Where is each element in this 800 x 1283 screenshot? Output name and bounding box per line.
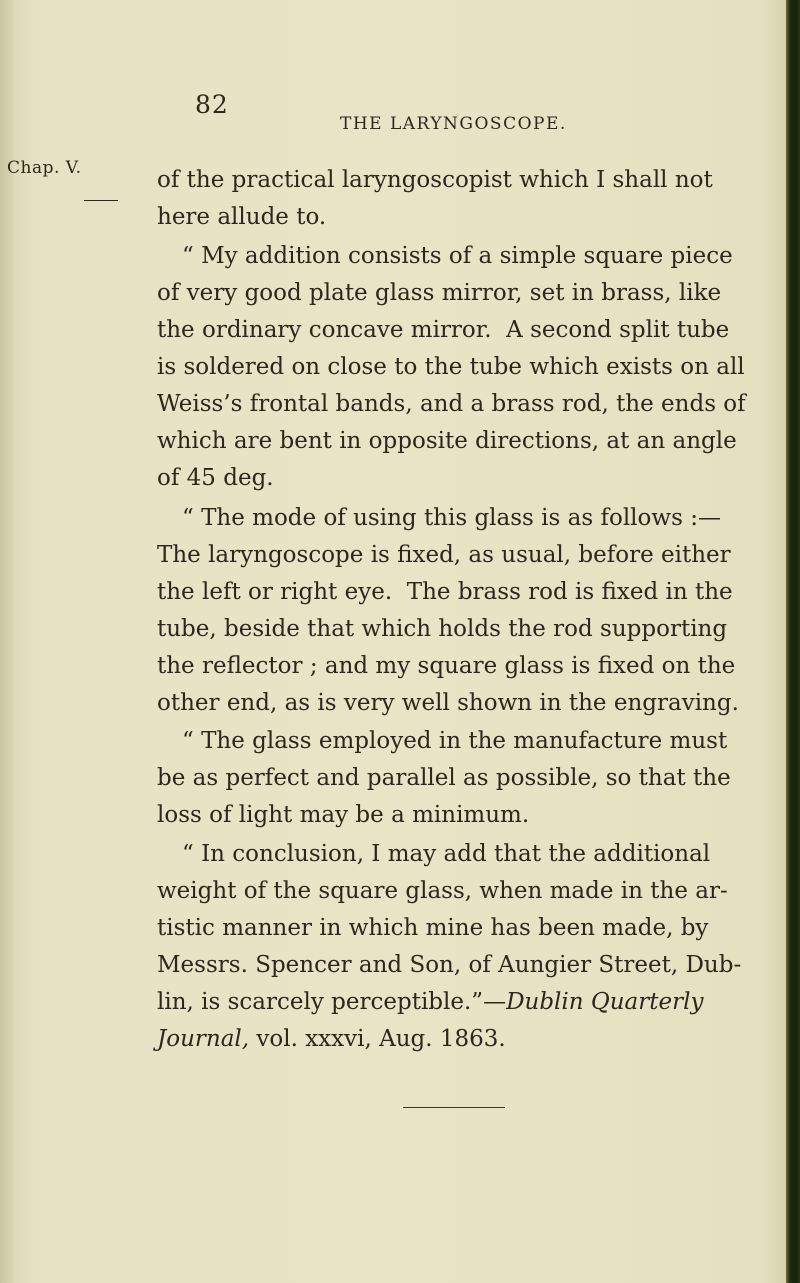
text-line: the reflector ; and my square glass is fixed on the bbox=[157, 653, 736, 679]
page-number: 82 bbox=[195, 90, 229, 119]
end-rule bbox=[403, 1107, 505, 1108]
text-line-citation-end bbox=[157, 1021, 734, 1058]
text-line: “ The mode of using this glass is as follows :— bbox=[182, 505, 721, 531]
citation-source: Dublin Quarterly bbox=[506, 989, 704, 1015]
text-line: tube, beside that which holds the rod supporting bbox=[157, 616, 728, 642]
running-head: THE LARYNGOSCOPE. bbox=[340, 114, 567, 134]
page-left-edge bbox=[0, 0, 14, 1283]
chapter-label-rule bbox=[84, 200, 118, 201]
text-line: be as perfect and parallel as possible, so that the bbox=[157, 765, 731, 791]
text-line: tistic manner in which mine has been made, by bbox=[157, 915, 709, 941]
text-line: The laryngoscope is fixed, as usual, before either bbox=[157, 542, 731, 568]
text-line: Weiss’s frontal bands, and a brass rod, the ends of bbox=[157, 391, 746, 417]
text-line: “ My addition consists of a simple square piece bbox=[182, 243, 733, 269]
text-line: here allude to. bbox=[157, 204, 327, 230]
text-line: other end, as is very well shown in the engraving. bbox=[157, 690, 739, 716]
text-line: of the practical laryngoscopist which I shall not bbox=[157, 167, 713, 193]
text-line: of very good plate glass mirror, set in brass, like bbox=[157, 280, 722, 306]
text-line: weight of the square glass, when made in the ar- bbox=[157, 878, 728, 904]
text-line: which are bent in opposite directions, at an angle bbox=[157, 428, 737, 454]
text-line: the left or right eye. The brass rod is fixed in the bbox=[157, 579, 733, 605]
text-line: the ordinary concave mirror. A second split tube bbox=[157, 317, 730, 343]
text-line-citation-start bbox=[157, 984, 734, 1021]
text-line: Messrs. Spencer and Son, of Aungier Street, Dub- bbox=[157, 952, 742, 978]
text-line: is soldered on close to the tube which exists on all bbox=[157, 354, 745, 380]
text-line: loss of light may be a minimum. bbox=[157, 802, 530, 828]
citation-lead: lin, is scarcely perceptible.”— bbox=[157, 989, 507, 1015]
chapter-label: Chap. V. bbox=[7, 158, 82, 178]
page-right-edge bbox=[786, 0, 800, 1283]
text-line: “ In conclusion, I may add that the additional bbox=[182, 841, 711, 867]
citation-details: vol. xxxvi, Aug. 1863. bbox=[249, 1026, 506, 1052]
text-line: “ The glass employed in the manufacture must bbox=[182, 728, 728, 754]
text-line: of 45 deg. bbox=[157, 465, 274, 491]
citation-journal: Journal, bbox=[157, 1026, 250, 1052]
